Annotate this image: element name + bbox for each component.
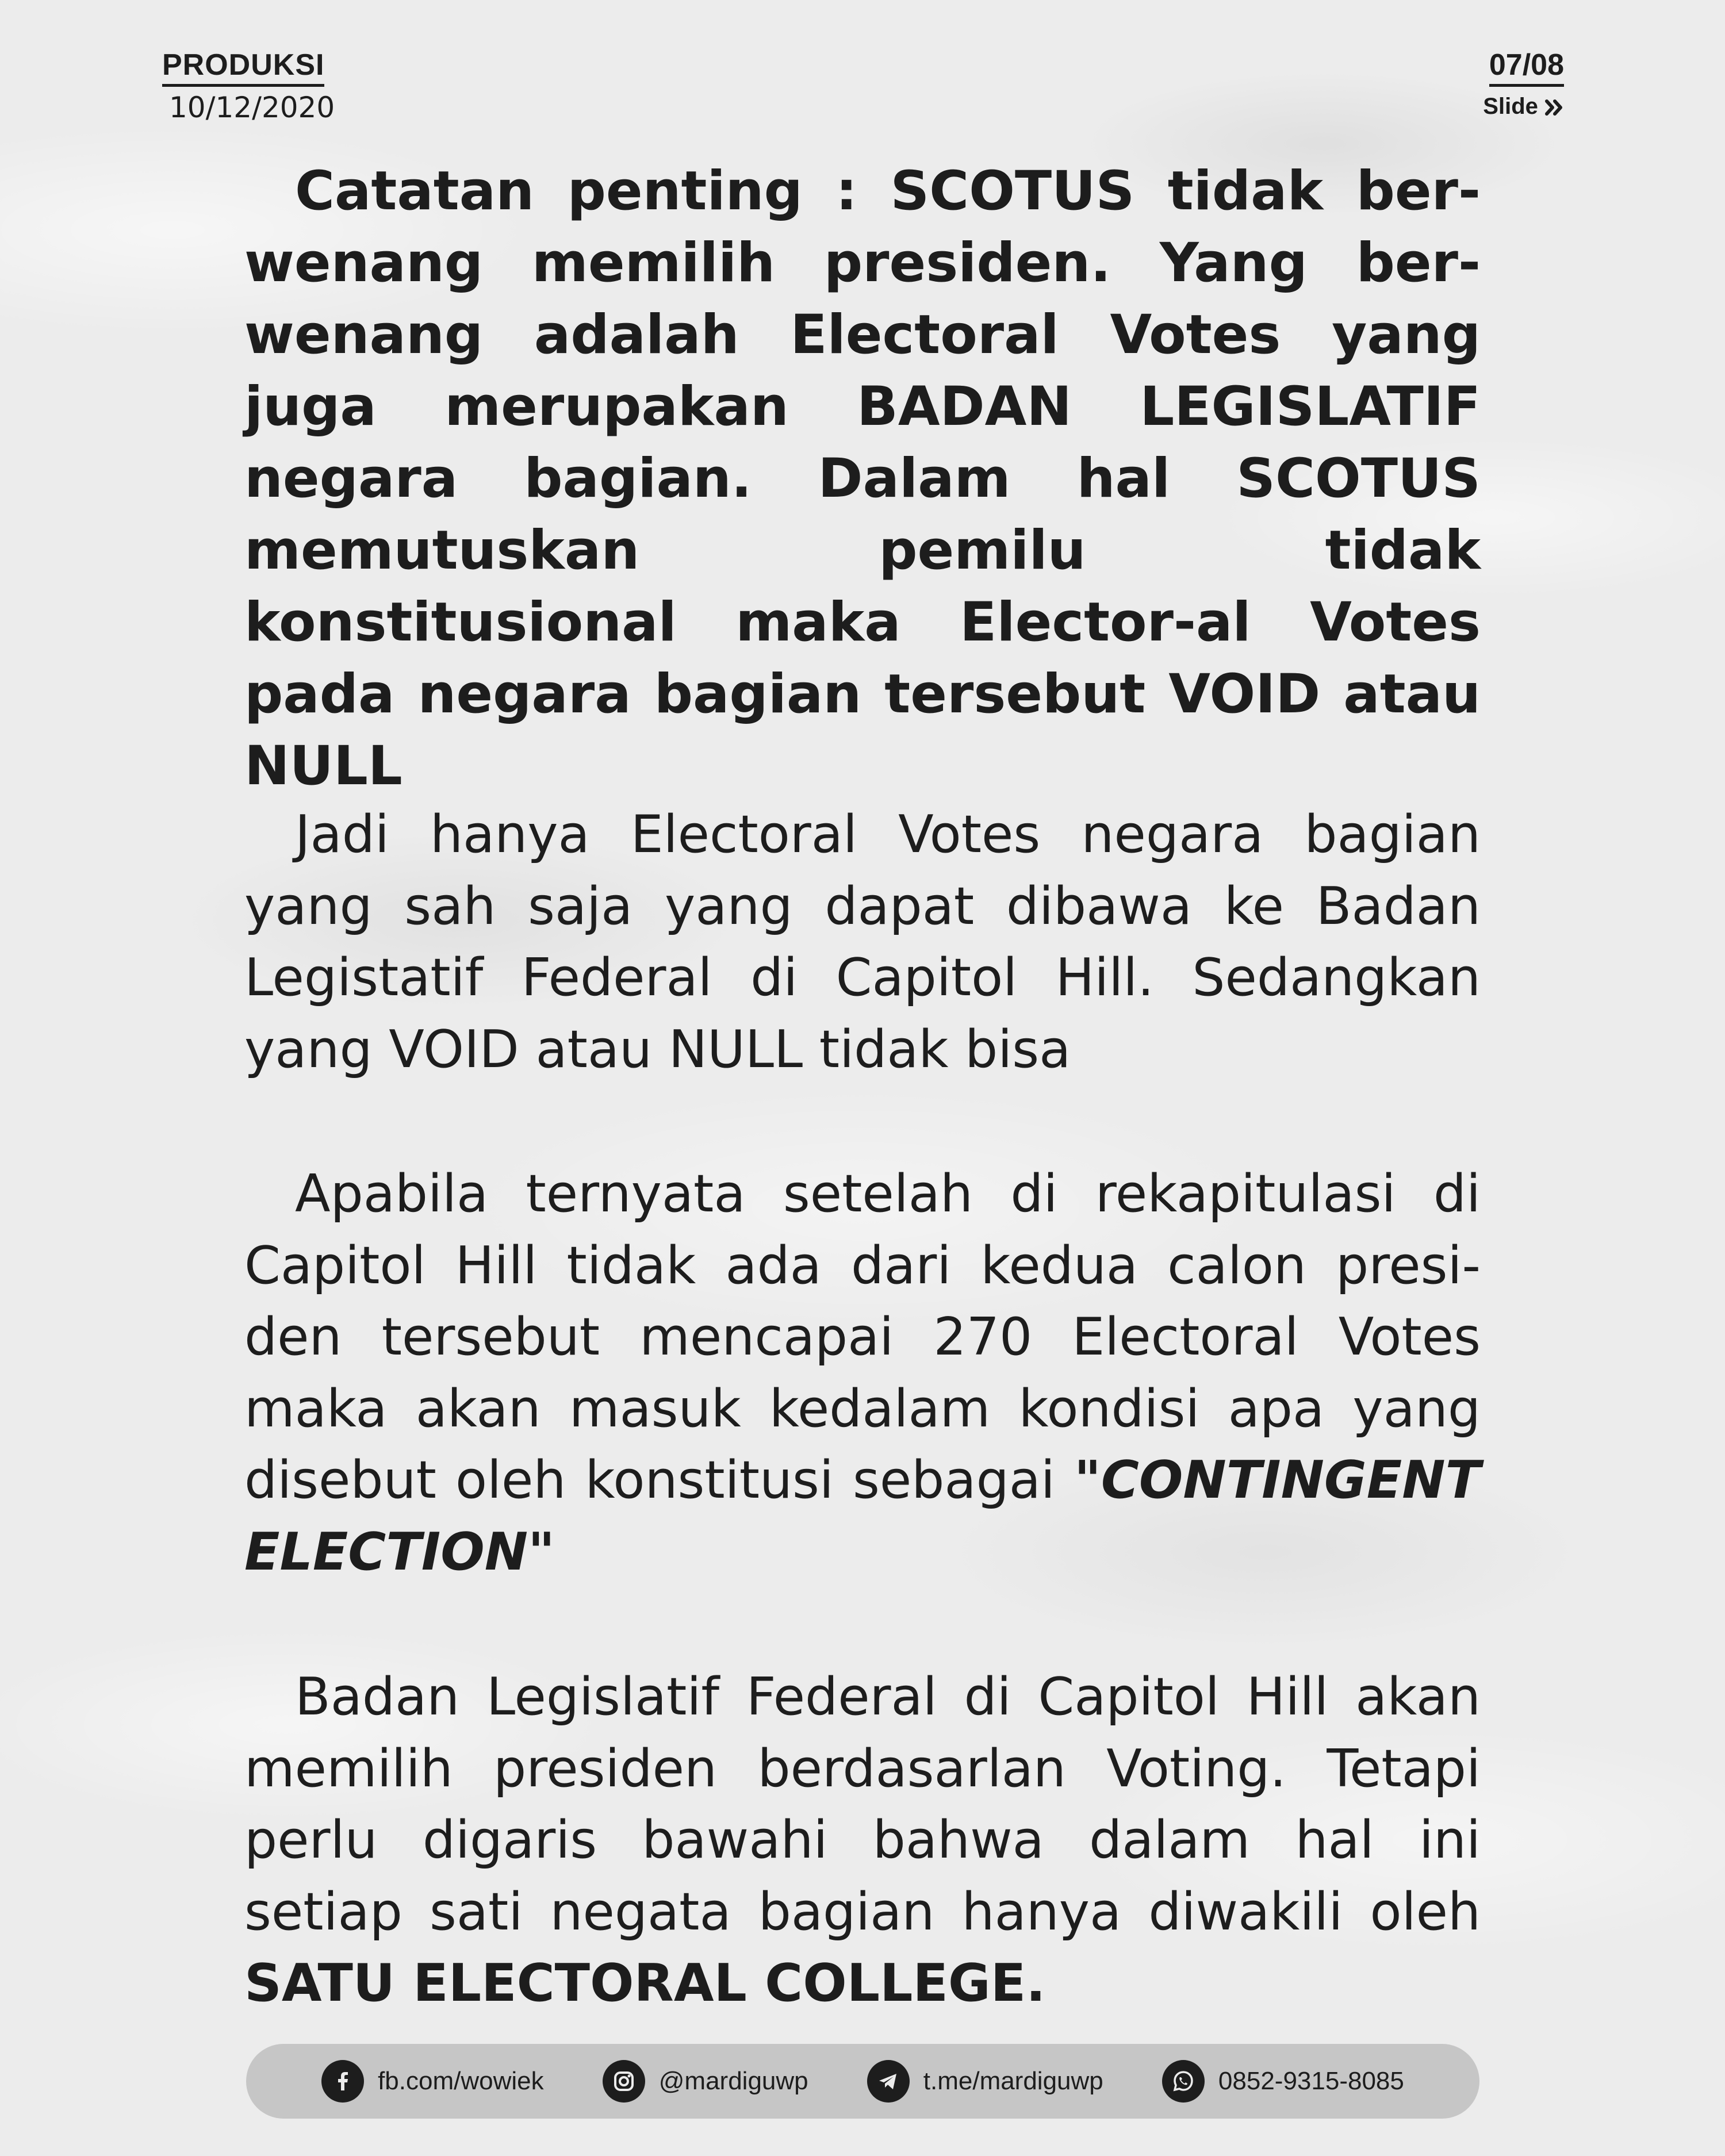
important-note-paragraph: Catatan penting : SCOTUS tidak ber-wenang memilih presiden. Yang ber-wenang adalah Electoral Votes yang juga merupakan BADAN LEGISLATIF negara bagian. Dalam hal SCOTUS memutuskan pemilu tidak konstitusional maka Elector-al Votes pada negara bagian tersebut VOID atau NULL [244, 160, 1481, 797]
facebook-icon [321, 2060, 364, 2103]
contingent-election-text: Apabila ternyata setelah di rekapitulasi di Capitol Hill tidak ada dari kedua calon presi-den tersebut mencapai 270 Electoral Votes maka akan masuk kedalam kondisi apa yang disebut oleh konstitusi sebagai [244, 1164, 1481, 1510]
production-label: PRODUKSI [162, 47, 324, 87]
telegram-link[interactable] [867, 2060, 1103, 2103]
slide-label: Slide [1483, 94, 1538, 119]
contingent-election-term: "CONTINGENT ELECTION" [244, 1450, 1481, 1582]
facebook-link[interactable] [321, 2060, 544, 2103]
whatsapp-icon [1162, 2060, 1205, 2103]
production-info [162, 47, 335, 126]
slide-number: 07/08 [1489, 47, 1564, 87]
whatsapp-text: 0852-9315-8085 [1218, 2067, 1404, 2095]
telegram-icon [867, 2060, 910, 2103]
slide-next[interactable] [1483, 89, 1564, 124]
instagram-link[interactable] [603, 2060, 808, 2103]
telegram-text: t.me/mardiguwp [923, 2067, 1103, 2095]
contingent-election-paragraph [244, 1158, 1481, 1588]
instagram-text: @mardiguwp [658, 2067, 808, 2095]
production-date: 10/12/2020 [169, 91, 335, 124]
electoral-college-term: SATU ELECTORAL COLLEGE. [244, 1953, 1046, 2013]
instagram-icon [603, 2060, 645, 2103]
electoral-votes-paragraph: Jadi hanya Electoral Votes negara bagian yang sah saja yang dapat dibawa ke Badan Legistatif Federal di Capitol Hill. Sedangkan yang VOID atau NULL tidak bisa [244, 804, 1481, 1080]
social-footer [246, 2044, 1479, 2119]
double-chevron-right-icon [1544, 99, 1564, 116]
facebook-text: fb.com/wowiek [378, 2067, 544, 2095]
whatsapp-link[interactable] [1162, 2060, 1404, 2103]
federal-legislature-paragraph [244, 1662, 1481, 2020]
slide-indicator [1483, 47, 1564, 124]
federal-legislature-text: Badan Legislatif Federal di Capitol Hill akan memilih presiden berdasarlan Voting. Tetapi perlu digaris bawahi bahwa dalam hal ini setiap sati negata bagian hanya diwakili oleh [244, 1667, 1481, 1942]
